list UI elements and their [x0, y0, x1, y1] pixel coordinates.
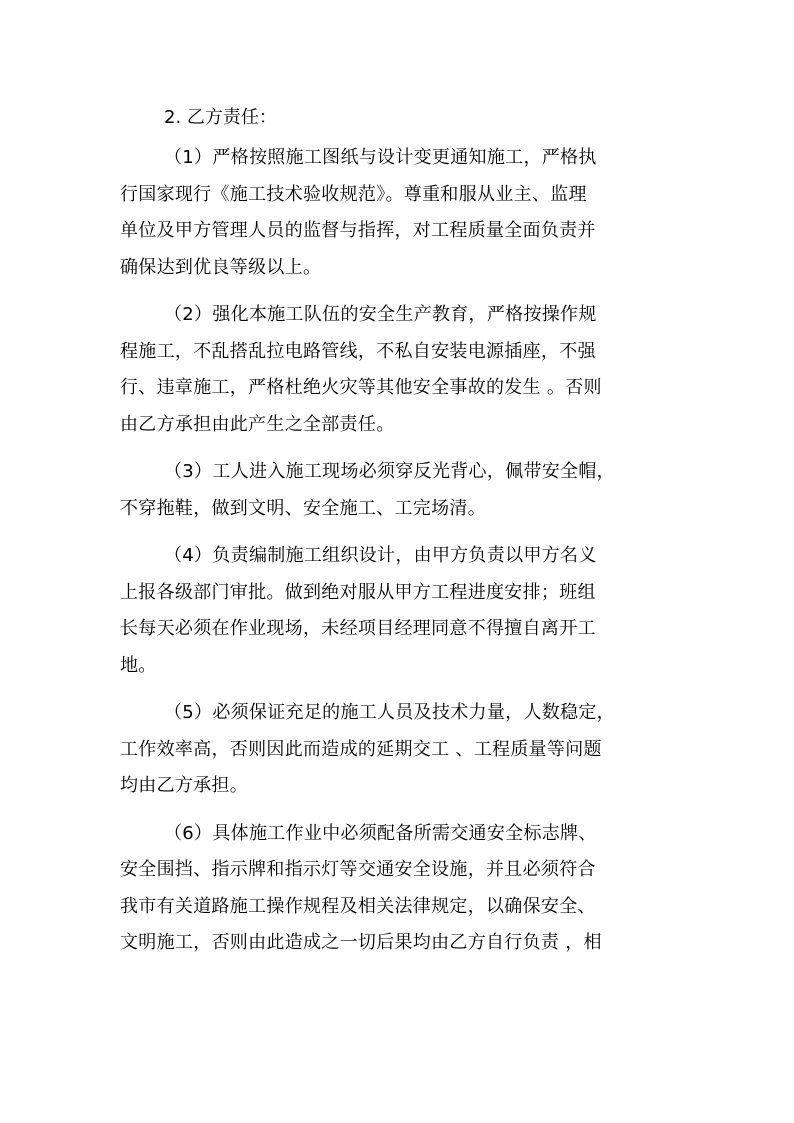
paragraph-1 [120, 140, 676, 286]
paragraph-line: 确保达到优良等级以上。 [120, 256, 322, 278]
paragraph-line: 由乙方承担由此产生之全部责任。 [120, 413, 395, 435]
paragraph-line: 我市有关道路施工操作规程及相关法律规定，以确保安全、 [120, 895, 596, 917]
paragraph-line: 行、违章施工，严格杜绝火灾等其他安全事故的发生 。否则 [120, 377, 602, 398]
paragraph-line: 不穿拖鞋，做到文明、安全施工、工完场清。 [120, 497, 486, 519]
paragraph-line: 文明施工，否则由此造成之一切后果均由乙方自行负责 ，相 [120, 932, 602, 953]
paragraph-line: 安全围挡、指示牌和指示灯等交通安全设施，并且必须符合 [120, 859, 596, 880]
paragraph-line: （1）严格按照施工图纸与设计变更通知施工，严格执 [164, 147, 597, 168]
paragraph-line: （5）必须保证充足的施工人员及技术力量，人数稳定， [164, 702, 615, 723]
paragraph-line: 上报各级部门审批。做到绝对服从甲方工程进度安排；班组 [120, 581, 596, 603]
paragraph-2 [120, 297, 676, 443]
document-body [120, 100, 676, 973]
section-heading: 2. 乙方责任： [164, 107, 277, 128]
paragraph-6 [120, 816, 676, 962]
paragraph-line: 长每天必须在作业现场，未经项目经理同意不得擅自离开工 [120, 618, 596, 639]
paragraph-line: 工作效率高，否则因此而造成的延期交工 、工程质量等问题 [120, 738, 602, 760]
paragraph-line: 单位及甲方管理人员的监督与指挥，对工程质量全面负责并 [120, 220, 596, 241]
paragraph-line: （4）负责编制施工组织设计，由甲方负责以甲方名义 [164, 545, 597, 566]
paragraph-line: 均由乙方承担。 [120, 775, 249, 796]
paragraph-line: （6）具体施工作业中必须配备所需交通安全标志牌、 [164, 822, 597, 844]
paragraph-line: （2）强化本施工队伍的安全生产教育，严格按操作规 [164, 304, 597, 325]
paragraph-line: 程施工，不乱搭乱拉电路管线，不私自安装电源插座，不强 [120, 340, 596, 362]
paragraph-line: （3）工人进入施工现场必须穿反光背心，佩带安全帽， [164, 461, 615, 482]
paragraph-line: 地。 [120, 654, 157, 676]
paragraph-5 [120, 695, 676, 805]
paragraph-line: 行国家现行《施工技术验收规范》。尊重和服从业主、监理 [120, 183, 587, 205]
paragraph-4 [120, 538, 676, 684]
paragraph-3 [120, 454, 676, 527]
